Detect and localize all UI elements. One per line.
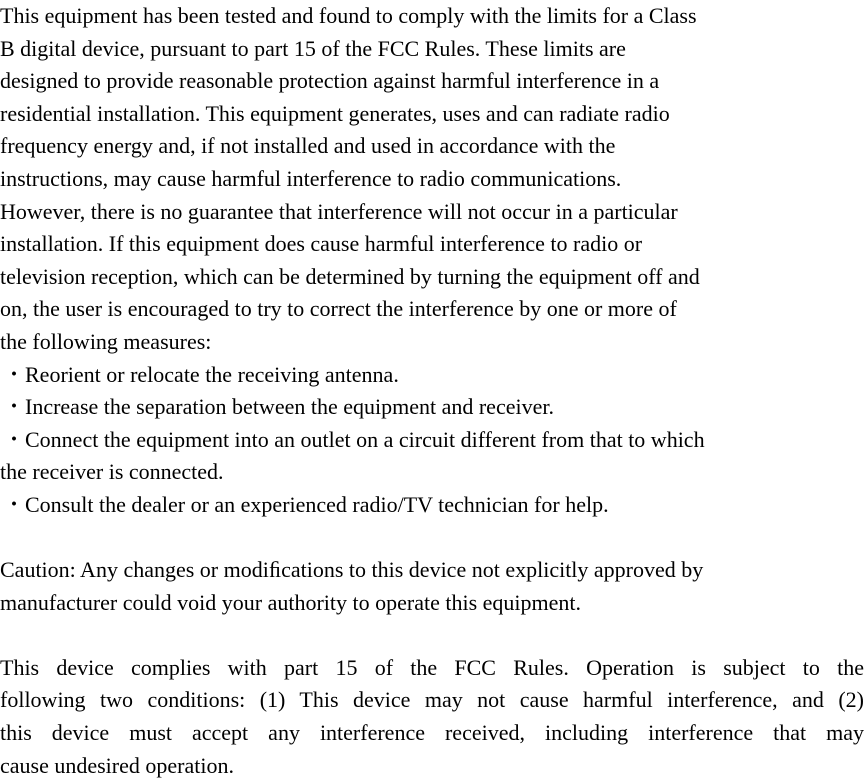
measure-item [0, 424, 864, 457]
intro-line: television reception, which can be determined by turning the equipment off and [0, 263, 700, 289]
intro-line: frequency energy and, if not installed and used in accordance with the [0, 133, 616, 159]
intro-line: B digital device, pursuant to part 15 of the FCC Rules. These limits are [0, 35, 626, 61]
intro-line: instructions, may cause harmful interference to radio communications. [0, 165, 622, 191]
compliance-line: this device must accept any interference received, including interference that may [0, 720, 864, 746]
caution-paragraph [0, 554, 864, 619]
caution-line: manufacturer could void your authority to operate this equipment. [0, 589, 582, 615]
intro-line: installation. If this equipment does cause harmful interference to radio or [0, 231, 643, 257]
measure-text: Connect the equipment into an outlet on a circuit different from that to which [25, 426, 705, 452]
measure-item [0, 359, 864, 392]
measure-item [0, 391, 864, 424]
intro-line: However, there is no guarantee that interference will not occur in a particular [0, 198, 678, 224]
measure-continuation: the receiver is connected. [0, 459, 224, 485]
bullet-icon: ・ [3, 491, 26, 517]
compliance-line: following two conditions: (1) This device may not cause harmful interference, and (2) [0, 687, 864, 713]
paragraph-spacer [0, 522, 864, 555]
intro-paragraph [0, 0, 864, 359]
intro-line: This equipment has been tested and found to comply with the limits for a Class [0, 3, 697, 28]
measure-text: Consult the dealer or an experienced radio/TV technician for help. [25, 491, 609, 517]
bullet-icon: ・ [3, 394, 26, 420]
intro-line: residential installation. This equipment generates, uses and can radiate radio [0, 100, 670, 126]
measure-item [0, 489, 864, 522]
bullet-icon: ・ [3, 426, 26, 452]
measure-text: Reorient or relocate the receiving antenna. [25, 361, 399, 387]
compliance-line: cause undesired operation. [0, 752, 234, 778]
paragraph-spacer [0, 619, 864, 652]
compliance-line: This device complies with part 15 of the FCC Rules. Operation is subject to the [0, 654, 864, 680]
measures-list [0, 359, 864, 522]
compliance-paragraph [0, 652, 864, 782]
measure-text: Increase the separation between the equipment and receiver. [25, 394, 554, 420]
intro-line: the following measures: [0, 328, 212, 354]
bullet-icon: ・ [3, 361, 26, 387]
caution-line: Caution: Any changes or modiﬁcations to this device not explicitly approved by [0, 557, 704, 583]
intro-line: designed to provide reasonable protection against harmful interference in a [0, 68, 660, 94]
intro-line: on, the user is encouraged to try to correct the interference by one or more of [0, 296, 677, 322]
